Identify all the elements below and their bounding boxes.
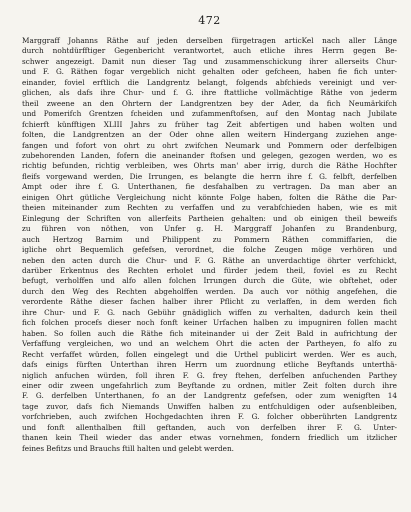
text-line: durch den Weg des Rechten abgeholffen werden. Da auch vor nöthig angefehen, die (22, 286, 397, 296)
text-line: auch Hertzog Barnim und Philippent zu Pommern Räthen commiffarien, die (22, 234, 397, 244)
text-line: vorfchrieben, auch zwifchen Hochgedachten ihren F. G. folcher obberührten Landgrentz (22, 412, 397, 422)
text-line: dafs einigs fürften Unterthan ihren Herrn um zuordnung etliche Beyftands unterthä- (22, 360, 397, 370)
text-line: zubehorenden Landen, fofern die aneinander ftofsen und gelegen, gezogen werden, wo es (22, 150, 397, 160)
text-line: feines Befitzs und Brauchs ftill halten und gelebt werden. (22, 443, 234, 453)
text-line: igliche ohrt Bequemlich gefefsen, verordnet, die folche Zeugen möge verhören und (22, 245, 397, 255)
text-line: theil zweene an den Ohrtern der Landgrentzen bey der Ader, da fich Neumärkifch (22, 98, 397, 108)
text-line: durch nohtdürfftiger Gegenbericht verantwortet, auch etliche ihres Herrn gegen Be- (22, 46, 397, 56)
text-line: darüber Erkentnus des Rechten erholet und fürder jedem theil, foviel es zu Recht (22, 265, 397, 275)
text-line: einigen Ohrt gütliche Vergleichung nicht könnte Folge haben, folten die Räthe die Par- (22, 192, 397, 202)
text-line: folten, die Landgrentzen an der Oder ohne allen weitern Hindergang zuziehen ange- (22, 130, 397, 140)
text-line: niglich anfuchen würden, foll ihren F. G. frey ftehen, derfelben anfuchenden Parthey (22, 370, 397, 380)
text-line: ihre Chur- und F. G. nach Gebühr gnädiglich wiffen zu verhalten, dadurch kein theil (22, 307, 397, 317)
text-line: Marggraff Johanns Räthe auf jeden derselben fürgetragen articKel nach aller Länge (22, 36, 397, 45)
text-line: theien miteinander zum Rechten zu verfaffen und zu verabfchieden haben, wie es mit (22, 203, 397, 213)
text-line: richtig befunden, richtig verbleiben, wes Ohrts man' aber irrig, durch die Räthe Hochfter (22, 161, 397, 171)
text-line: einander, foviel erftlich die Landgrentz belangt, folgends abfchieds vereinigt und ver- (22, 77, 397, 87)
text-line: zu führen von nöthen, von Unfer g. H. Marggraff Johanfen zu Brandenburg, (22, 224, 397, 234)
page-number: 472 (198, 14, 221, 27)
text-line: und F. G. Räthen fogar vergeblich nicht gehalten oder gefcheen, haben fie fich unter- (22, 67, 397, 77)
text-line: und Pomerifch Grentzen fcheiden und zufammenftofsen, auf den Montag nach Jubilate (22, 109, 397, 119)
text-line: fich folchen procefs dieser noch fonft keiner Urfachen halben zu impugniren follen macht (22, 318, 397, 328)
text-line: schwer angezeigt. Damit nun dieser Tag und zusammenschickung ihrer allerseits Chur- (22, 56, 397, 66)
text-line: Recht verfaffet würden, follen eingelegt und die Urthel publicirt werden. Wer es auch, (22, 349, 397, 359)
text-line: neben den acten durch die Chur- und F. G. Räthe an unverdachtige öhrter verfchickt, (22, 255, 397, 265)
text-line: fangen und fofort von ohrt zu ohrt zwifchen Neumark und Pommern oder derfelbigen (22, 140, 397, 150)
text-line: F. G. derfelben Unterthanen, fo an der Landgrentz gefefsen, oder zum wenigften 14 (22, 391, 397, 401)
text-line: fleifs vorgewand werden, Die Irrungen, es belangte die herrn ihre f. G. felbft, derfelben (22, 171, 397, 181)
text-line: fchierft künfftigen XLIII Jahrs zu früher tag Zeit abfertigen und haben wolten und (22, 119, 397, 129)
text-line: thanen kein Theil wieder das ander etwas vornehmen, fondern friedlich um itzlicher (22, 433, 397, 443)
text-line: tage zuvor, dafs fich Niemands Unwiffen halben zu entfchuldigen oder aufsenbleiben, (22, 401, 397, 411)
text-line: haben. So follen auch die Räthe fich miteinander ui der Zeit Bald in aufrichtung der (22, 328, 397, 338)
body-text (22, 36, 397, 454)
text-line: verordente Räthe dieser fachen halber ihrer Pflicht zu verlaffen, in dem werden fich (22, 297, 397, 307)
text-line: Verfaffung vergleichen, wo und an welchem Ohrt die acten der Partheyen, fo alfo zu (22, 339, 397, 349)
text-line: Ampt oder ihre f. G. Unterthanen, fie desfahalben zu vertragen. Da man aber an (22, 182, 397, 192)
text-line: Einlegung der Schriften von allerfeits Partheien gehalten: und ob einigen theil beweifs (22, 213, 397, 223)
text-line: einer odir zween ungefahrlich zum Beyftande zu ordnen, mitler Zeit folten durch ihre (22, 380, 397, 390)
text-line: befugt, verholffen und alfo allen folchen Irrungen durch die Güte, wie obftehet, oder (22, 276, 397, 286)
text-line: glichen, als dafs ihre Chur- und f. G. ihre ftattliche vollmächtige Räthe von jederm (22, 88, 397, 98)
text-line: und fonft allenthalben ftill geftanden, auch von derfelben ihrer F. G. Unter- (22, 422, 397, 432)
